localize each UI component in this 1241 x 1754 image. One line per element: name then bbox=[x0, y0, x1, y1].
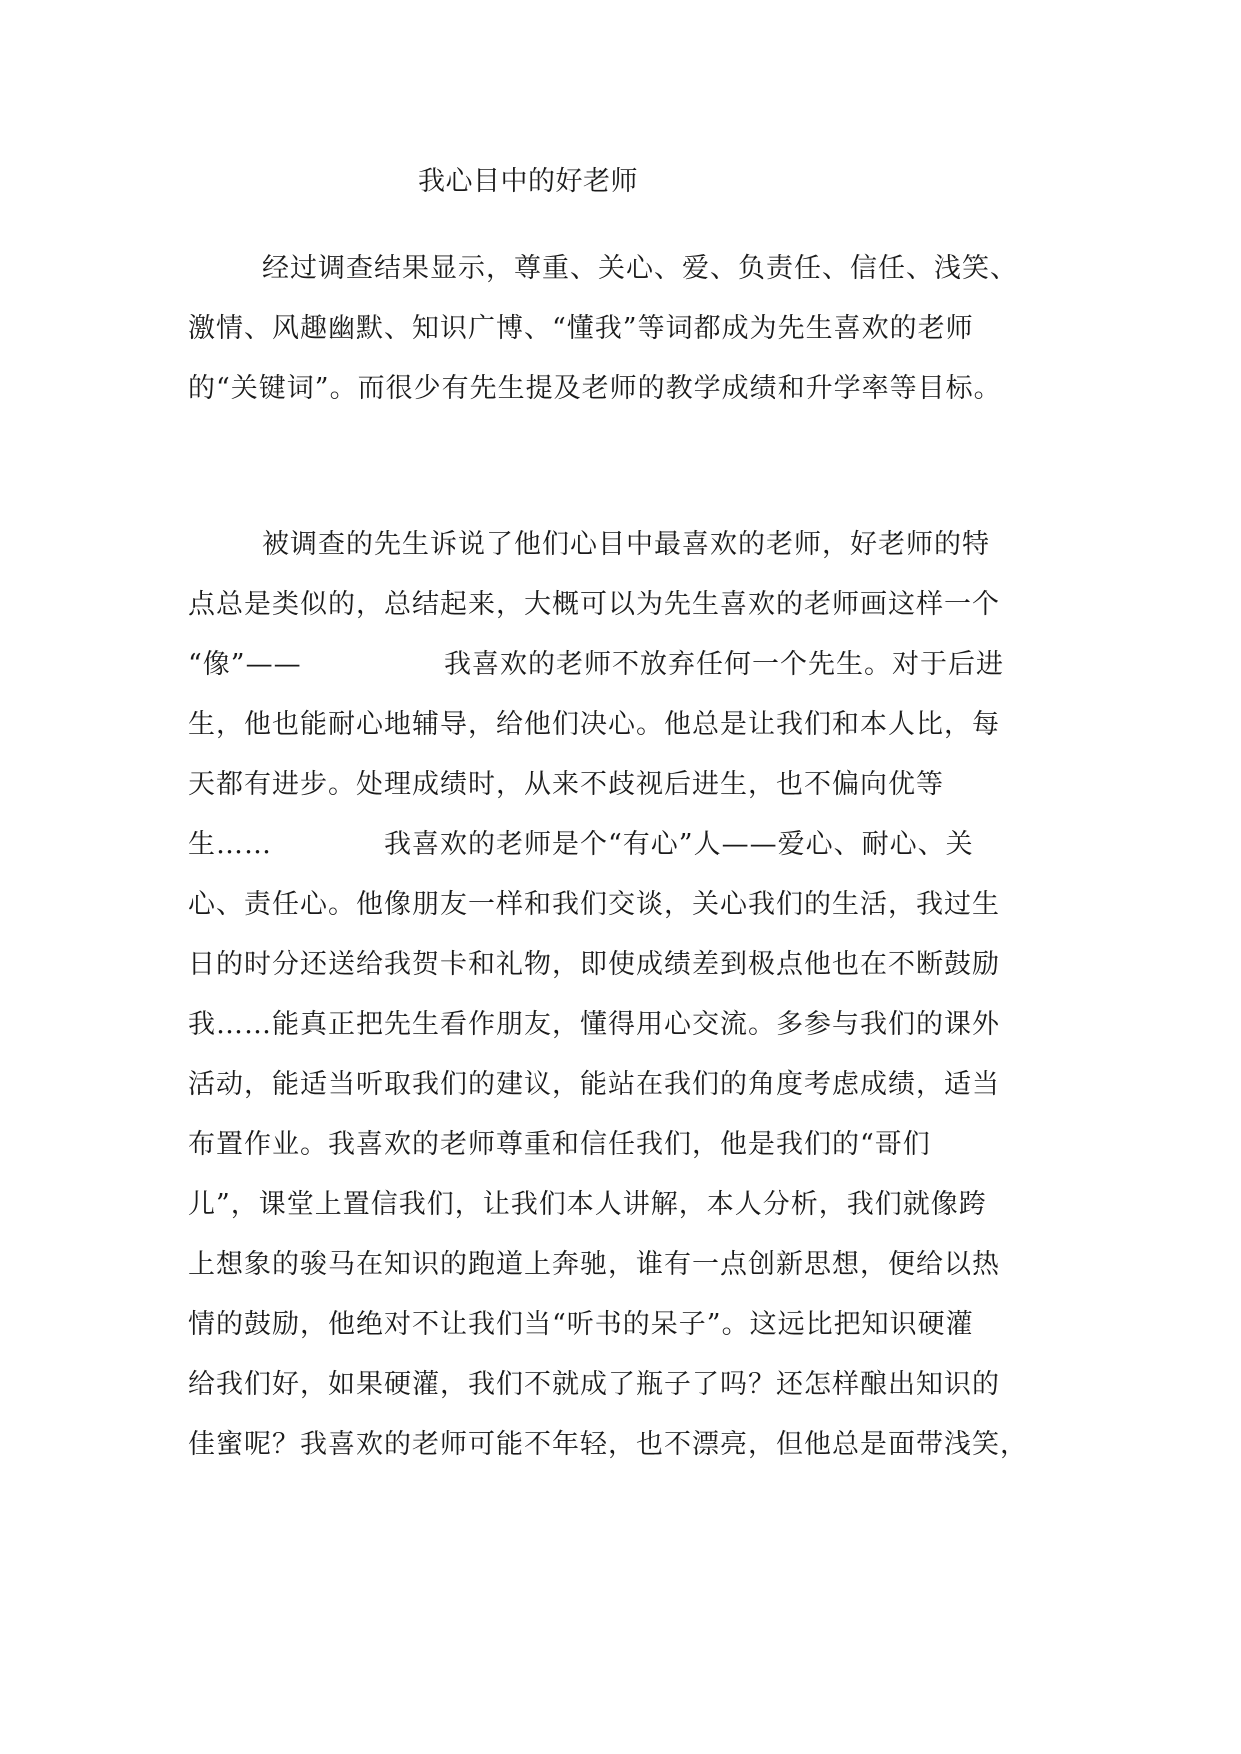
paragraph-2-line-6a: 生…… bbox=[188, 829, 272, 860]
paragraph-2-line-4: 生，他也能耐心地辅导，给他们决心。他总是让我们和本人比，每 bbox=[188, 709, 1000, 740]
paragraph-2-line-3b: 我喜欢的老师不放弃任何一个先生。对于后进 bbox=[444, 649, 1004, 680]
paragraph-1-line-3: 的“关键词”。而很少有先生提及老师的教学成绩和升学率等目标。 bbox=[188, 373, 1002, 404]
paragraph-2-line-2: 点总是类似的，总结起来，大概可以为先生喜欢的老师画这样一个 bbox=[188, 589, 1000, 620]
paragraph-2-line-8: 日的时分还送给我贺卡和礼物，即使成绩差到极点他也在不断鼓励 bbox=[188, 949, 1000, 980]
paragraph-2-line-9: 我……能真正把先生看作朋友，懂得用心交流。多参与我们的课外 bbox=[188, 1009, 1000, 1040]
paragraph-2-line-3a: “像”—— bbox=[188, 649, 302, 680]
paragraph-2-line-15: 给我们好，如果硬灌，我们不就成了瓶子了吗？还怎样酿出知识的 bbox=[188, 1369, 1000, 1400]
paragraph-1-line-1: 经过调查结果显示，尊重、关心、爱、负责任、信任、浅笑、 bbox=[262, 253, 1018, 284]
paragraph-2-line-10: 活动，能适当听取我们的建议，能站在我们的角度考虑成绩，适当 bbox=[188, 1069, 1000, 1100]
paragraph-2-line-13: 上想象的骏马在知识的跑道上奔驰，谁有一点创新思想，便给以热 bbox=[188, 1249, 1000, 1280]
paragraph-2-line-11: 布置作业。我喜欢的老师尊重和信任我们，他是我们的“哥们 bbox=[188, 1129, 931, 1160]
paragraph-2-line-7: 心、责任心。他像朋友一样和我们交谈，关心我们的生活，我过生 bbox=[188, 889, 1000, 920]
paragraph-1-line-2: 激情、风趣幽默、知识广博、“懂我”等词都成为先生喜欢的老师 bbox=[188, 313, 974, 344]
paragraph-2-line-1: 被调查的先生诉说了他们心目中最喜欢的老师，好老师的特 bbox=[262, 529, 990, 560]
paragraph-2-line-16: 佳蜜呢？我喜欢的老师可能不年轻，也不漂亮，但他总是面带浅笑， bbox=[188, 1429, 1028, 1460]
paragraph-2-line-6b: 我喜欢的老师是个“有心”人——爱心、耐心、关 bbox=[384, 829, 974, 860]
paragraph-2-line-14: 情的鼓励，他绝对不让我们当“听书的呆子”。这远比把知识硬灌 bbox=[188, 1309, 974, 1340]
paragraph-2-line-12: 儿”，课堂上置信我们，让我们本人讲解，本人分析，我们就像跨 bbox=[188, 1189, 987, 1220]
document-title: 我心目中的好老师 bbox=[418, 166, 638, 197]
paragraph-2-line-5: 天都有进步。处理成绩时，从来不歧视后进生，也不偏向优等 bbox=[188, 769, 944, 800]
